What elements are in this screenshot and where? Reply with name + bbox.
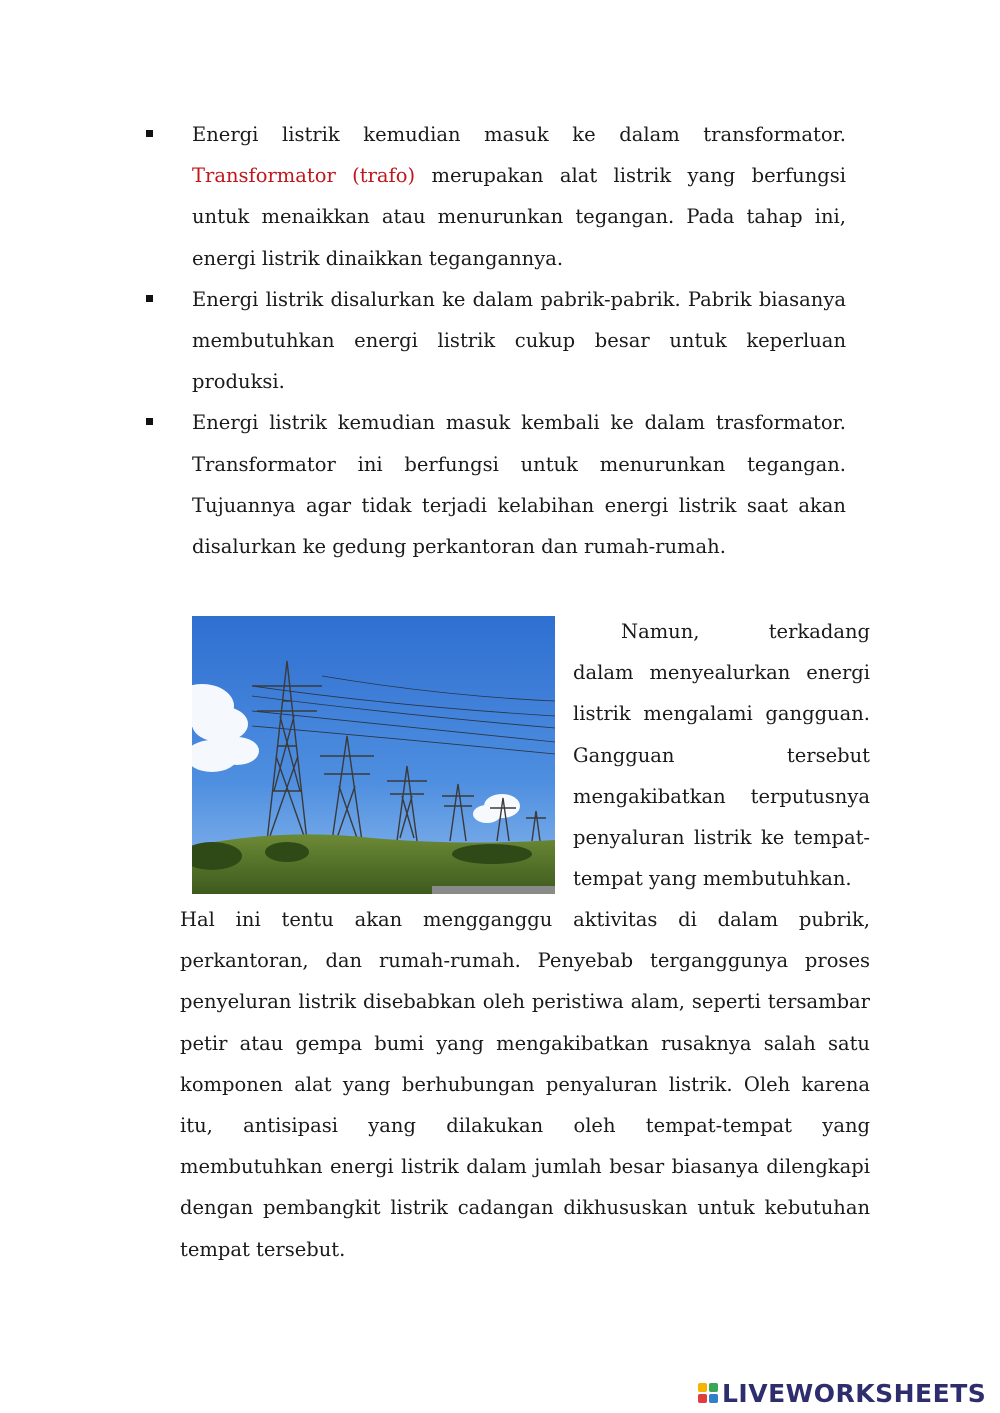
transformator-term: Transformator (trafo): [192, 164, 416, 188]
bullet-2-text: Energi listrik disalurkan ke dalam pabrik-pabrik. Pabrik biasanya membutuhkan energi listrik cukup besar untuk keperluan produksi.: [192, 287, 846, 394]
bullet-list: [140, 114, 846, 567]
power-lines-photo: [192, 616, 555, 894]
bullet-3-text: Energi listrik kemudian masuk kembali ke dalam trasformator. Transformator ini berfungsi untuk menurunkan tegangan. Tujuannya agar tidak terjadi kelabihan energi listrik saat akan disalurkan ke gedung perkantoran dan rumah-rumah.: [192, 411, 846, 559]
bullet-1-text: Energi listrik kemudian masuk ke dalam transformator.: [192, 123, 846, 146]
bullet-item-1: [140, 114, 846, 279]
side-paragraph: Namun, terkadang dalam menyealurkan energi listrik mengalami gangguan. Gangguan tersebut mengakibatkan terputusnya penyaluran listrik ke tempat-tempat yang membutuhkan.: [573, 620, 870, 891]
logo-grid-icon: [698, 1383, 718, 1403]
square-bullet-icon: [146, 418, 153, 425]
bullet-1-tail: merupakan alat listrik yang berfungsi untuk menaikkan atau menurunkan tegangan. Pada tahap ini, energi listrik dinaikkan tegangannya.: [192, 164, 846, 270]
continuation-paragraph: Hal ini tentu akan mengganggu aktivitas di dalam pubrik, perkantoran, dan rumah-rumah. Penyebab terganggunya proses penyeluran listrik disebabkan oleh peristiwa alam, seperti tersambar petir atau gempa bumi yang mengakibatkan rusaknya salah satu komponen alat yang berhubungan penyaluran listrik. Oleh karena itu, antisipasi yang dilakukan oleh tempat-tempat yang membutuhkan energi listrik dalam jumlah besar biasanya dilengkapi dengan pembangkit listrik cadangan dikhususkan untuk kebutuhan tempat tersebut.: [180, 908, 870, 1261]
bullet-item-3: [140, 402, 846, 567]
logo-text: LIVEWORKSHEETS: [722, 1378, 987, 1408]
bullet-item-2: [140, 279, 846, 403]
square-bullet-icon: [146, 130, 153, 137]
liveworksheets-logo: [698, 1378, 986, 1408]
square-bullet-icon: [146, 295, 153, 302]
